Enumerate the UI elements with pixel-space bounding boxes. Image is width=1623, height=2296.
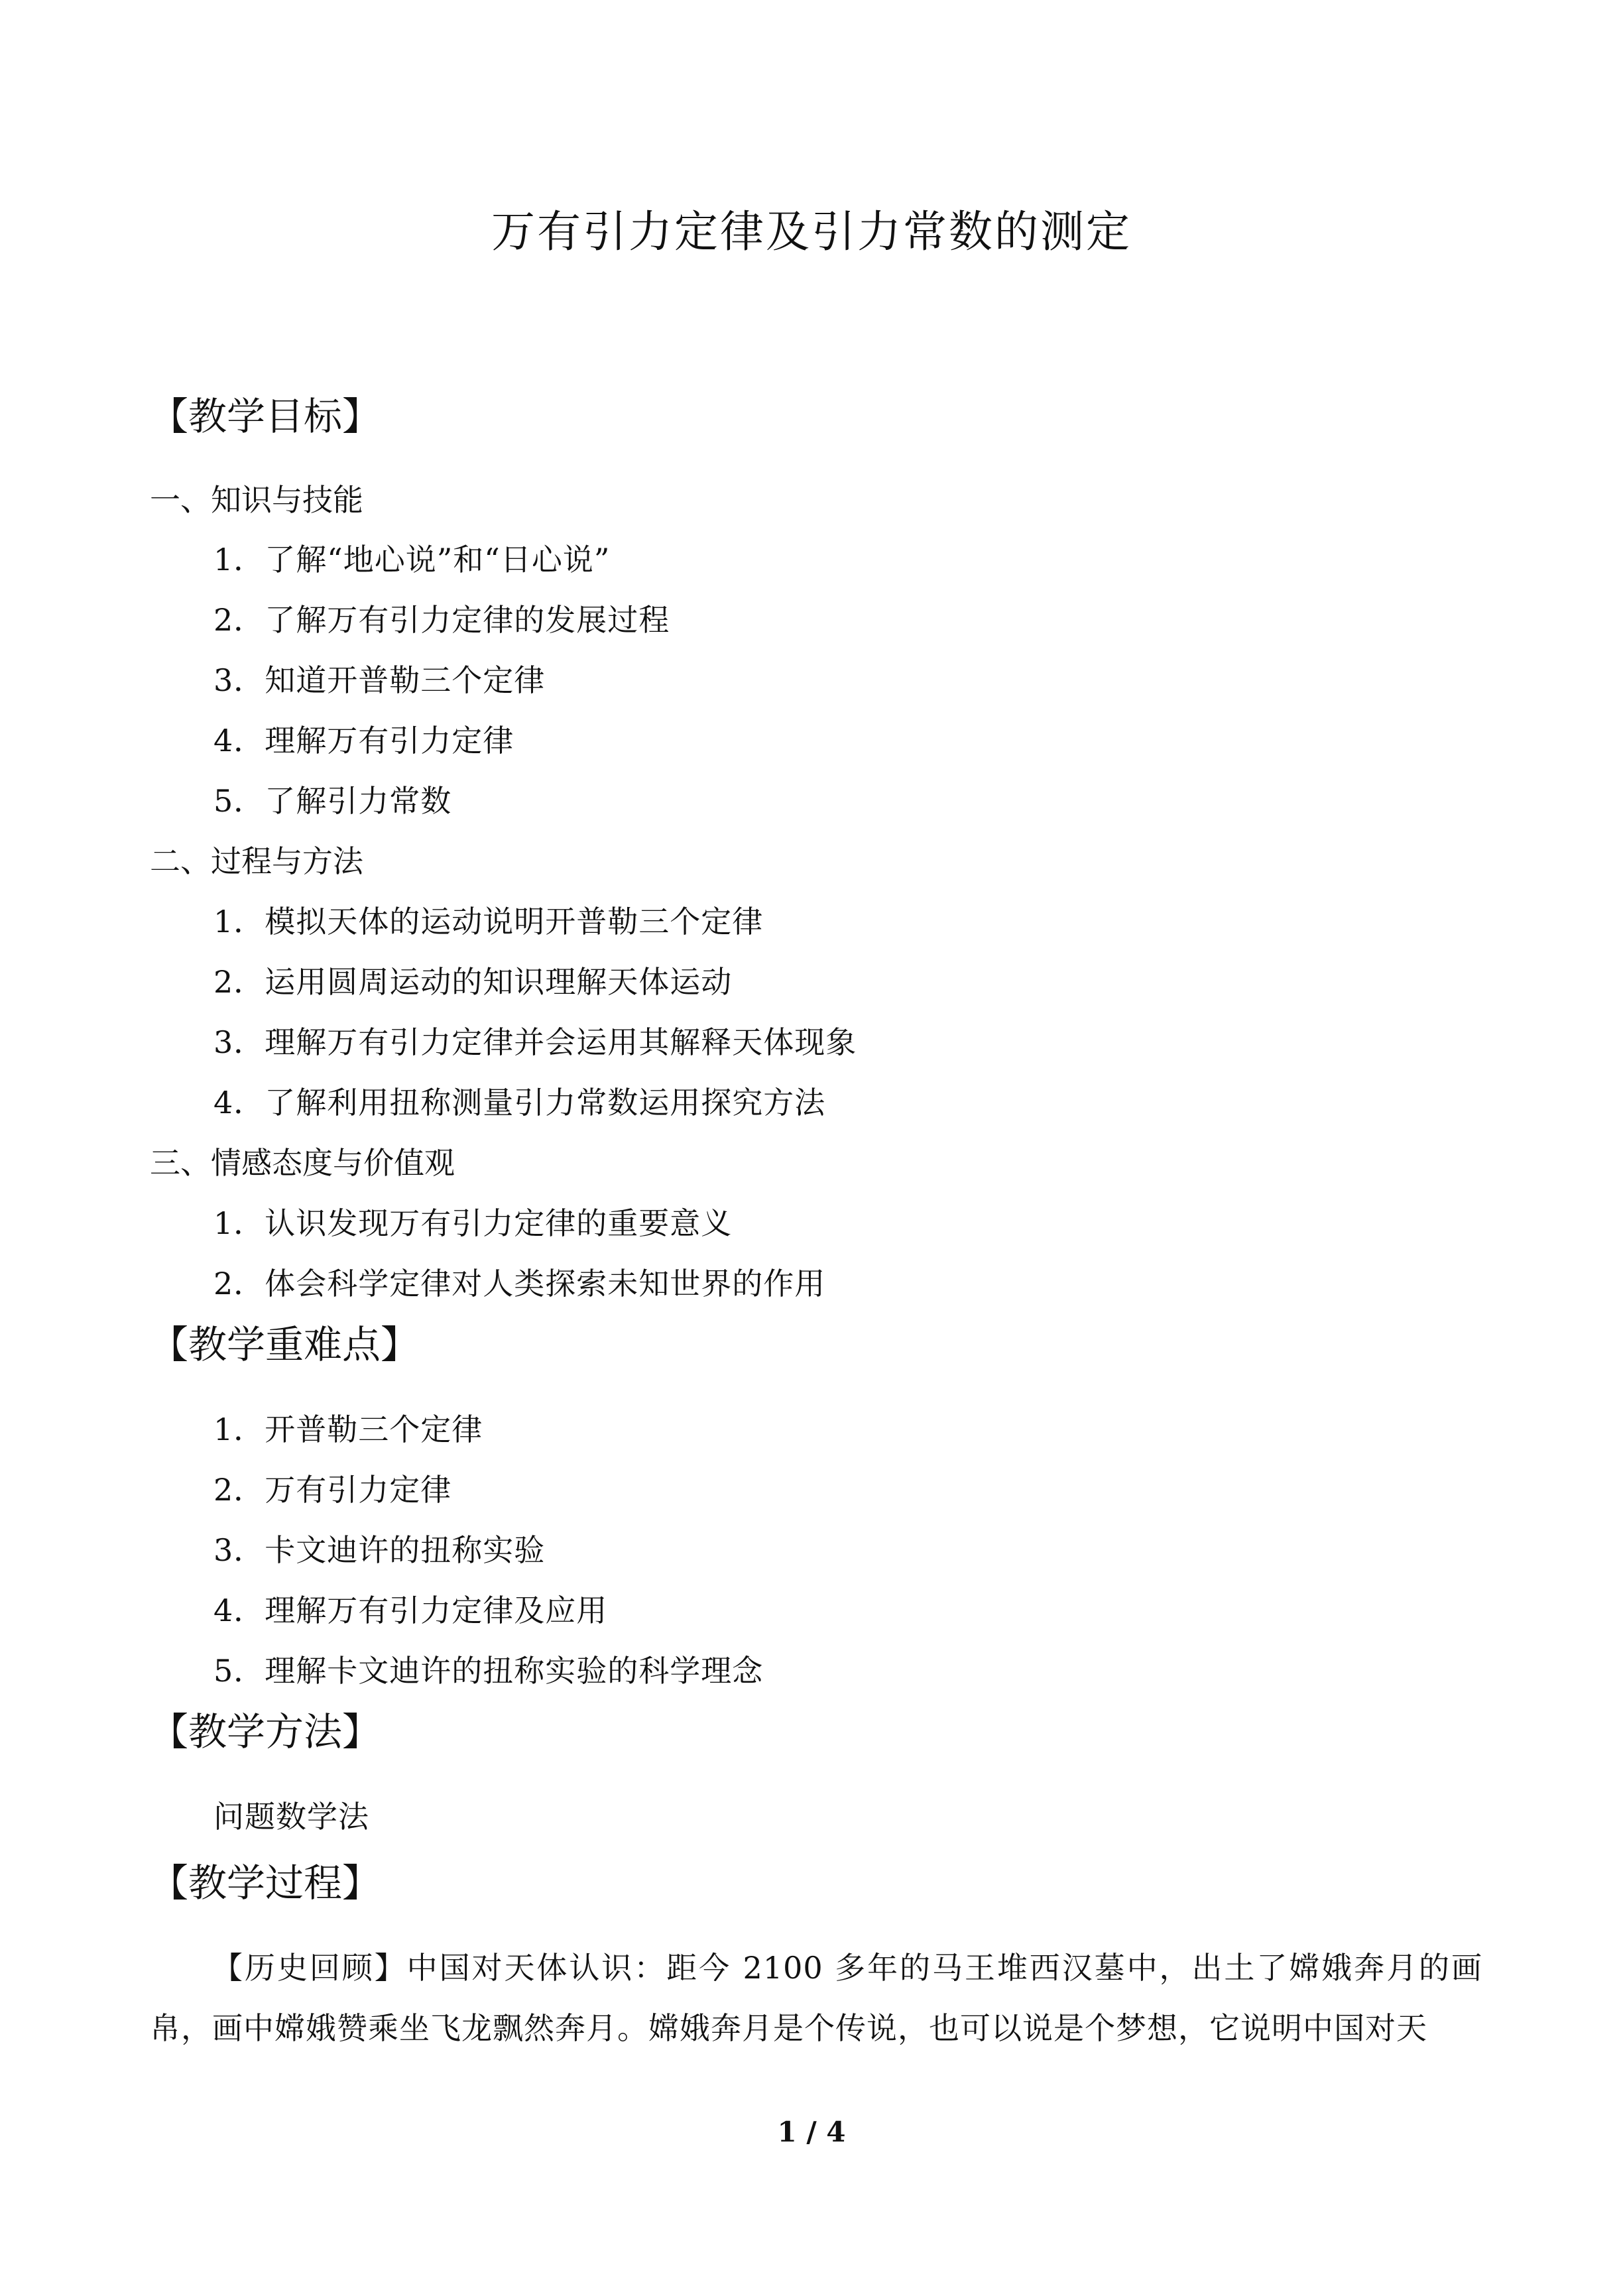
objective-item: 1．认识发现万有引力定律的重要意义: [213, 1205, 733, 1241]
document-title: 万有引力定律及引力常数的测定: [491, 206, 1132, 257]
key-point-item: 4．理解万有引力定律及应用: [213, 1593, 608, 1628]
section-heading-objectives: 【教学目标】: [150, 394, 381, 439]
key-point-item: 2．万有引力定律: [213, 1472, 452, 1508]
objective-item: 1．模拟天体的运动说明开普勒三个定律: [213, 904, 764, 939]
key-point-item: 3．卡文迪许的扭称实验: [213, 1532, 546, 1568]
objective-group-process: 二、过程与方法: [150, 843, 363, 879]
objective-item: 3．知道开普勒三个定律: [213, 662, 546, 698]
objective-item: 2．运用圆周运动的知识理解天体运动: [213, 964, 733, 1000]
section-heading-key-points: 【教学重难点】: [150, 1322, 420, 1367]
objective-item: 3．理解万有引力定律并会运用其解释天体现象: [213, 1024, 857, 1060]
page-number: 1 / 4: [777, 2116, 846, 2148]
objective-item: 1．了解“地心说”和“日心说”: [213, 542, 611, 577]
objective-item: 4．理解万有引力定律: [213, 723, 514, 758]
objective-item: 2．体会科学定律对人类探索未知世界的作用: [213, 1266, 826, 1301]
key-point-item: 5．理解卡文迪许的扭称实验的科学理念: [213, 1653, 764, 1689]
section-heading-methods: 【教学方法】: [150, 1709, 381, 1754]
teaching-method-text: 问题数学法: [213, 1799, 369, 1835]
key-point-item: 1．开普勒三个定律: [213, 1412, 483, 1447]
objective-group-values: 三、情感态度与价值观: [150, 1145, 455, 1181]
objective-item: 2．了解万有引力定律的发展过程: [213, 602, 670, 638]
objective-item: 5．了解引力常数: [213, 783, 452, 819]
objective-group-knowledge: 一、知识与技能: [150, 482, 363, 518]
objective-item: 4．了解利用扭称测量引力常数运用探究方法: [213, 1085, 826, 1120]
history-review-paragraph: 【历史回顾】中国对天体认识：距今 2100 多年的马王堆西汉墓中，出土了嫦娥奔月的画帛，画中嫦娥赞乘坐飞龙飘然奔月。嫦娥奔月是个传说，也可以说是个梦想，它说明中国对天: [150, 1950, 1482, 2046]
section-heading-process: 【教学过程】: [150, 1860, 381, 1905]
